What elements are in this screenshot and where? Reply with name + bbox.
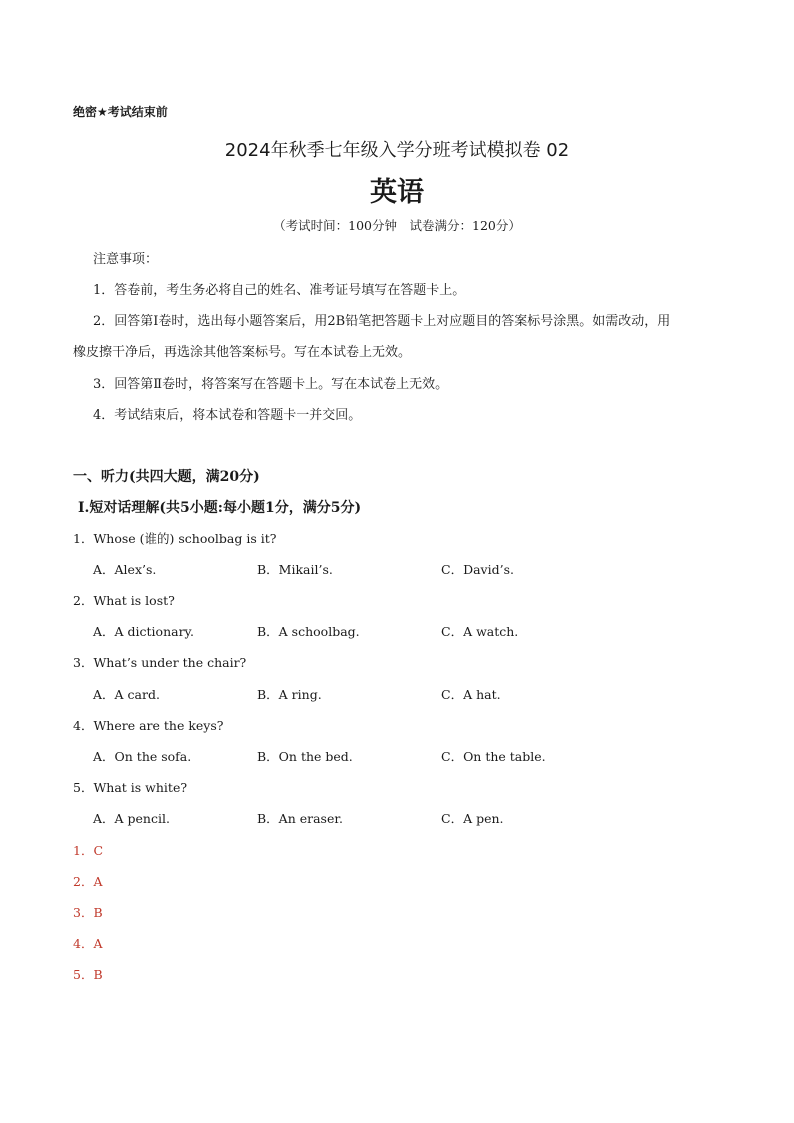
option-a: A．A card. [93, 687, 160, 702]
notes-heading: 注意事项： [93, 252, 159, 267]
option-b: B．An eraser. [257, 811, 343, 826]
option-a: A．A pencil. [93, 811, 170, 826]
option-a: A．A dictionary. [93, 624, 194, 639]
option-a: A．On the sofa. [93, 749, 192, 764]
option-b: B．Mikail’s. [257, 562, 333, 577]
note-item: 3．回答第Ⅱ卷时，将答案写在答题卡上。写在本试卷上无效。 [93, 377, 449, 392]
question-stem: 1．Whose (谁的) schoolbag is it? [73, 531, 277, 546]
note-item: 1．答卷前，考生务必将自己的姓名、准考证号填写在答题卡上。 [93, 283, 466, 298]
exam-title: 2024年秋季七年级入学分班考试模拟卷 02 [224, 140, 570, 161]
note-item: 4．考试结束后，将本试卷和答题卡一并交回。 [93, 408, 362, 423]
answer-item: 5．B [73, 967, 103, 982]
question-stem: 2．What is lost? [73, 593, 175, 608]
option-b: B．A schoolbag. [257, 624, 360, 639]
question-stem: 5．What is white? [73, 780, 188, 795]
part-title: Ⅰ.短对话理解(共5小题:每小题1分，满分5分) [78, 500, 362, 516]
note-item: 橡皮擦干净后，再选涂其他答案标号。写在本试卷上无效。 [73, 345, 412, 360]
exam-info: （考试时间：100分钟 试卷满分：120分） [273, 218, 521, 233]
option-c: C．A watch. [441, 624, 519, 639]
option-c: C．David’s. [441, 562, 514, 577]
answer-item: 1．C [73, 843, 104, 858]
answer-item: 3．B [73, 905, 103, 920]
note-item: 2．回答第Ⅰ卷时，选出每小题答案后，用2B铅笔把答题卡上对应题目的答案标号涂黑。如需改动，用 [93, 314, 671, 329]
confidential-label: 绝密★考试结束前 [73, 105, 168, 119]
answer-item: 2．A [73, 874, 103, 889]
option-c: C．A pen. [441, 811, 504, 826]
option-a: A．Alex’s. [93, 562, 157, 577]
option-c: C．A hat. [441, 687, 501, 702]
section-title: 一、听力(共四大题，满20分) [73, 469, 260, 485]
question-stem: 4．Where are the keys? [73, 718, 224, 733]
option-c: C．On the table. [441, 749, 546, 764]
subject-title: 英语 [370, 177, 424, 208]
question-stem: 3．What’s under the chair? [73, 655, 247, 670]
option-b: B．On the bed. [257, 749, 353, 764]
answer-item: 4．A [73, 936, 103, 951]
option-b: B．A ring. [257, 687, 322, 702]
